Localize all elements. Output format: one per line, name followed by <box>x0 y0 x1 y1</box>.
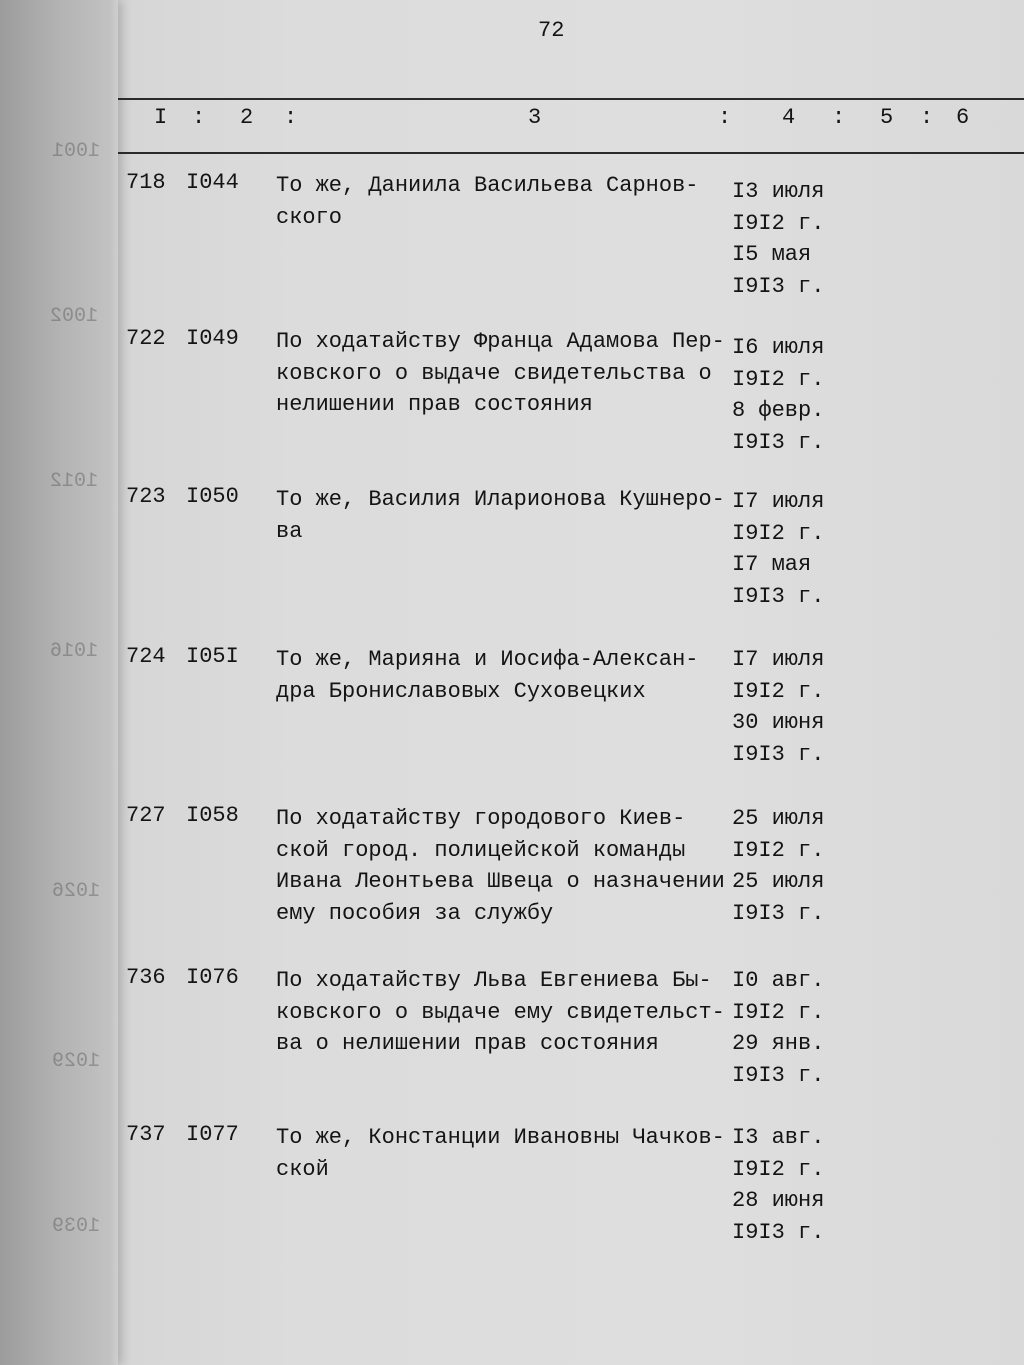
date-line: I9I3 г. <box>732 429 825 455</box>
bleed-through-mark: 1016 <box>50 640 99 663</box>
description-line: То же, Марияна и Иосифа-Алексан- <box>276 647 699 672</box>
record-dates <box>732 644 824 770</box>
date-line: I9I2 г. <box>732 837 825 863</box>
date-line: 30 июня <box>732 710 825 735</box>
record-number: 723 <box>126 484 166 509</box>
date-line: I9I3 г. <box>732 1062 825 1088</box>
date-line: I9I2 г. <box>732 999 825 1025</box>
date-line: I9I2 г. <box>732 366 825 392</box>
description-line: По ходатайству Франца Адамова Пер- <box>276 329 725 354</box>
bleed-through-mark: 1001 <box>52 140 101 163</box>
description-line: ва <box>276 518 303 544</box>
date-line: I9I3 г. <box>732 1219 825 1245</box>
column-header-5: 5 <box>880 105 894 130</box>
date-line: 8 февр. <box>732 398 825 423</box>
date-line: 28 июня <box>732 1188 825 1213</box>
date-line: 25 июля <box>732 869 825 894</box>
record-number: 727 <box>126 803 166 828</box>
description-line: нелишении прав состояния <box>276 392 593 417</box>
case-number: I05I <box>186 644 239 669</box>
date-line: I7 июля <box>732 647 825 672</box>
description-line: То же, Констанции Ивановны Чачков- <box>276 1125 725 1150</box>
record-number: 736 <box>126 965 166 990</box>
column-separator: : <box>284 105 298 130</box>
record-number: 737 <box>126 1122 166 1147</box>
date-line: I3 авг. <box>732 1125 825 1150</box>
record-dates <box>732 1122 824 1248</box>
bleed-through-mark: 1029 <box>52 1050 101 1073</box>
description-line: ского <box>276 204 343 230</box>
date-line: I9I3 г. <box>732 583 825 609</box>
case-number: I077 <box>186 1122 239 1147</box>
description-line: Ивана Леонтьева Швеца о назначении <box>276 869 725 894</box>
column-header-1: I <box>154 105 168 130</box>
description-line: ему пособия за службу <box>276 900 554 926</box>
date-line: 29 янв. <box>732 1031 825 1056</box>
description-line: По ходатайству городового Киев- <box>276 806 686 831</box>
description-line: ской <box>276 1156 329 1182</box>
bleed-through-mark: 1026 <box>52 880 101 903</box>
record-description <box>276 803 736 929</box>
case-number: I044 <box>186 170 239 195</box>
bleed-through-mark: 1012 <box>50 470 99 493</box>
date-line: I6 июля <box>732 335 825 360</box>
description-line: По ходатайству Льва Евгениева Бы- <box>276 968 712 993</box>
date-line: I0 авг. <box>732 968 825 993</box>
column-header-6: 6 <box>956 105 970 130</box>
date-line: I7 мая <box>732 552 812 577</box>
record-dates <box>732 486 824 612</box>
record-description <box>276 1122 736 1185</box>
record-dates <box>732 965 824 1091</box>
record-description <box>276 965 736 1060</box>
header-bottom-rule <box>118 152 1024 154</box>
header-top-rule <box>118 98 1024 100</box>
column-separator: : <box>832 105 846 130</box>
description-line: ва о нелишении прав состояния <box>276 1031 659 1056</box>
record-number: 722 <box>126 326 166 351</box>
case-number: I050 <box>186 484 239 509</box>
date-line: I9I2 г. <box>732 1156 825 1182</box>
record-description <box>276 484 736 547</box>
column-header-4: 4 <box>782 105 796 130</box>
description-line: То же, Даниила Васильева Сарнов- <box>276 173 699 198</box>
description-line: ковского о выдаче ему свидетельст- <box>276 999 725 1025</box>
date-line: I9I3 г. <box>732 900 825 926</box>
column-separator: : <box>192 105 206 130</box>
column-separator: : <box>920 105 934 130</box>
record-number: 718 <box>126 170 166 195</box>
date-line: I9I2 г. <box>732 678 825 704</box>
record-dates <box>732 176 824 302</box>
facing-page-edge <box>0 0 118 1365</box>
bleed-through-mark: 1002 <box>50 305 99 328</box>
record-description <box>276 170 736 233</box>
case-number: I076 <box>186 965 239 990</box>
page-number: 72 <box>538 18 565 43</box>
date-line: I3 июля <box>732 179 825 204</box>
date-line: I9I3 г. <box>732 273 825 299</box>
record-number: 724 <box>126 644 166 669</box>
description-line: ской город. полицейской команды <box>276 837 686 863</box>
description-line: То же, Василия Иларионова Кушнеро- <box>276 487 725 512</box>
record-dates <box>732 803 824 929</box>
date-line: I9I2 г. <box>732 210 825 236</box>
date-line: I7 июля <box>732 489 825 514</box>
column-separator: : <box>718 105 732 130</box>
description-line: ковского о выдаче свидетельства о <box>276 360 712 386</box>
record-description <box>276 644 736 707</box>
record-dates <box>732 332 824 458</box>
date-line: 25 июля <box>732 806 825 831</box>
date-line: I9I2 г. <box>732 520 825 546</box>
record-description <box>276 326 736 421</box>
case-number: I058 <box>186 803 239 828</box>
date-line: I5 мая <box>732 242 812 267</box>
column-header-3: 3 <box>528 105 542 130</box>
case-number: I049 <box>186 326 239 351</box>
date-line: I9I3 г. <box>732 741 825 767</box>
description-line: дра Брониславовых Суховецких <box>276 678 646 704</box>
column-header-2: 2 <box>240 105 254 130</box>
bleed-through-mark: 1039 <box>52 1215 101 1238</box>
